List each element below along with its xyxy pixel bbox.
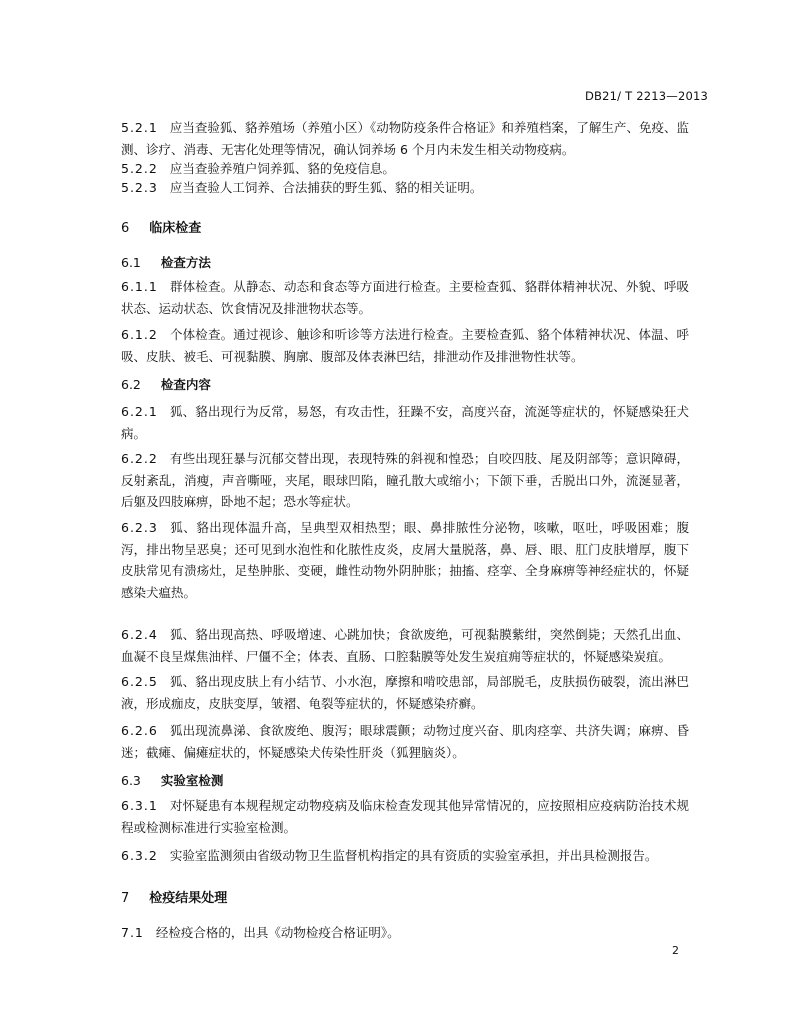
clause-number: 6.1.1 xyxy=(121,279,158,294)
standard-code-header: DB21/ T 2213—2013 xyxy=(585,89,709,103)
clause-number: 6.3.2 xyxy=(121,848,158,863)
clause-7-1 xyxy=(121,922,689,944)
clause-number: 5.2.3 xyxy=(121,180,158,195)
section-6-heading xyxy=(121,217,201,236)
clause-text: 狐、貉出现高热、呼吸增速、心跳加快；食欲废绝，可视黏膜紫绀，突然倒毙；天然孔出血、血凝不良呈煤焦油样、尸僵不全；体表、直肠、口腔黏膜等处发生炭疽痈等症状的，怀疑感染炭疽。 xyxy=(121,627,689,664)
clause-number: 6.2.6 xyxy=(121,723,158,738)
section-title: 检疫结果处理 xyxy=(149,891,228,906)
clause-number: 6.2.1 xyxy=(121,404,158,419)
clause-text: 个体检查。通过视诊、触诊和听诊等方法进行检查。主要检查狐、貉个体精神状况、体温、呼吸、皮肤、被毛、可视黏膜、胸廓、腹部及体表淋巴结，排泄动作及排泄物性状等。 xyxy=(121,327,689,364)
clause-5-2-1 xyxy=(121,117,689,160)
clause-text: 狐、貉出现行为反常，易怒，有攻击性，狂躁不安，高度兴奋，流涎等症状的，怀疑感染狂犬病。 xyxy=(121,404,689,441)
section-title: 临床检查 xyxy=(149,221,202,236)
clause-text: 实验室监测须由省级动物卫生监督机构指定的具有资质的实验室承担，并出具检测报告。 xyxy=(169,848,658,863)
clause-number: 6.3.1 xyxy=(121,798,158,813)
clause-6-2-4 xyxy=(121,624,689,667)
clause-text: 对怀疑患有本规程规定动物疫病及临床检查发现其他异常情况的，应按照相应疫病防治技术规程或检测标准进行实验室检测。 xyxy=(121,798,689,835)
clause-number: 6.2.2 xyxy=(121,451,158,466)
clause-number: 5.2.2 xyxy=(121,161,158,176)
clause-text: 狐、貉出现皮肤上有小结节、小水泡，摩擦和啃咬患部，局部脱毛，皮肤损伤破裂，流出淋巴液，形成痂皮，皮肤变厚，皱褶、龟裂等症状的，怀疑感染疥癣。 xyxy=(121,674,689,711)
section-6-3-heading xyxy=(121,771,223,789)
clause-6-3-2 xyxy=(121,845,689,867)
section-title: 检查方法 xyxy=(160,255,211,270)
clause-text: 经检疫合格的，出具《动物检疫合格证明》。 xyxy=(155,925,400,940)
clause-6-1-1 xyxy=(121,276,689,319)
clause-6-3-1 xyxy=(121,795,689,838)
section-number: 6.1 xyxy=(121,255,141,270)
section-number: 7 xyxy=(121,891,130,906)
clause-6-2-1 xyxy=(121,401,689,444)
clause-text: 狐、貉出现体温升高，呈典型双相热型；眼、鼻排脓性分泌物，咳嗽，呕吐，呼吸困难；腹泻，排出物呈恶臭；还可见到水泡性和化脓性皮炎，皮屑大量脱落，鼻、唇、眼、肛门皮肤增厚，腹下皮肤常见有溃疡灶，足垫肿胀、变硬，雌性动物外阴肿胀；抽搐、痉挛、全身麻痹等神经症状的，怀疑感染犬瘟热。 xyxy=(121,520,689,600)
clause-number: 6.1.2 xyxy=(121,327,158,342)
page-number: 2 xyxy=(672,944,679,957)
clause-text: 应当查验人工饲养、合法捕获的野生狐、貉的相关证明。 xyxy=(169,180,483,195)
clause-number: 5.2.1 xyxy=(121,120,158,135)
section-title: 检查内容 xyxy=(160,377,211,392)
clause-text: 群体检查。从静态、动态和食态等方面进行检查。主要检查狐、貉群体精神状况、外貌、呼吸状态、运动状态、饮食情况及排泄物状态等。 xyxy=(121,279,689,316)
clause-text: 应当查验狐、貉养殖场（养殖小区）《动物防疫条件合格证》和养殖档案，了解生产、免疫、监测、诊疗、消毒、无害化处理等情况，确认饲养场 6 个月内未发生相关动物疫病。 xyxy=(121,120,689,157)
section-6-1-heading xyxy=(121,253,211,271)
section-number: 6 xyxy=(121,221,130,236)
clause-6-2-3 xyxy=(121,517,689,603)
section-7-heading xyxy=(121,887,227,906)
section-6-2-heading xyxy=(121,375,211,393)
section-number: 6.3 xyxy=(121,773,141,788)
section-title: 实验室检测 xyxy=(160,773,224,788)
clause-number: 6.2.4 xyxy=(121,627,158,642)
clause-5-2-3 xyxy=(121,177,689,199)
clause-number: 7.1 xyxy=(121,925,144,940)
clause-text: 应当查验养殖户饲养狐、貉的免疫信息。 xyxy=(169,161,395,176)
clause-6-2-2 xyxy=(121,448,689,513)
clause-6-2-6 xyxy=(121,720,689,763)
clause-number: 6.2.5 xyxy=(121,674,158,689)
clause-6-1-2 xyxy=(121,324,689,367)
clause-text: 有些出现狂暴与沉郁交替出现，表现特殊的斜视和惶恐；自咬四肢、尾及阴部等；意识障碍，反射紊乱，消瘦，声音嘶哑，夹尾，眼球凹陷，瞳孔散大或缩小；下颌下垂，舌脱出口外，流涎显著，后躯及四肢麻痹，卧地不起；恐水等症状。 xyxy=(121,451,689,509)
clause-text: 狐出现流鼻涕、食欲废绝、腹泻；眼球震颤；动物过度兴奋、肌肉痉挛、共济失调；麻痹、昏迷；截瘫、偏瘫症状的，怀疑感染犬传染性肝炎（狐狸脑炎）。 xyxy=(121,723,689,760)
section-number: 6.2 xyxy=(121,377,141,392)
clause-6-2-5 xyxy=(121,671,689,714)
clause-number: 6.2.3 xyxy=(121,520,158,535)
